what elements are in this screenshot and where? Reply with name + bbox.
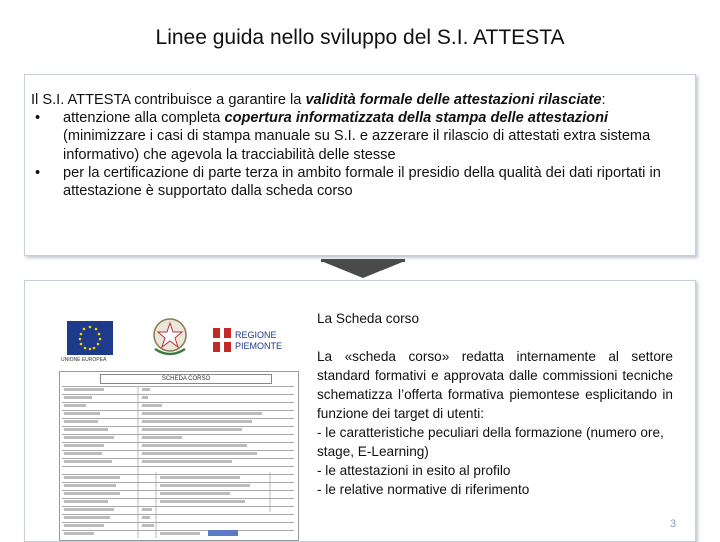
page-number: 3 <box>670 518 677 530</box>
bullet-marker: • <box>35 110 41 127</box>
bullet-item <box>31 109 691 164</box>
bullet-text-pre: per la certificazione di parte terza in ambito formale il presidio della qualità dei dati riportati in attestazione è supportato dalla scheda corso <box>63 164 661 200</box>
slide-title: Linee guida nello sviluppo del S.I. ATTESTA <box>155 26 565 49</box>
scheda-heading: La Scheda corso <box>317 311 420 326</box>
svg-text:PIEMONTE: PIEMONTE <box>235 341 283 351</box>
down-arrow-icon <box>321 261 405 278</box>
intro-emphasis: validità formale delle attestazioni rilasciate <box>305 92 602 108</box>
scheda-table <box>59 371 299 541</box>
intro-paragraph <box>31 91 691 109</box>
list-item: - le attestazioni in esito al profilo <box>317 463 511 478</box>
bullet-marker: • <box>35 164 41 181</box>
scheda-body: La «scheda corso» redatta internamente al settore standard formativi e approvata dalle commissioni tecniche schematizza l’offerta formativa piemontese esplicitando in funzione dei target di utenti: <box>317 349 673 421</box>
eu-flag-icon <box>67 321 113 355</box>
logos-header <box>61 313 301 369</box>
scheda-corso-document-image <box>51 305 305 541</box>
list-item: - le relative normative di riferimento <box>317 482 530 497</box>
eu-caption: UNIONE EUROPEA <box>61 357 107 363</box>
list-item: - le caratteristiche peculiari della formazione (numero ore, stage, E-Learning) <box>317 425 664 459</box>
bullet-text-pre: attenzione alla completa <box>63 110 225 127</box>
italian-emblem-icon <box>149 315 191 359</box>
intro-suffix: : <box>601 92 606 108</box>
table-grid-lines <box>60 372 298 540</box>
bullet-item <box>31 164 691 200</box>
intro-prefix: Il S.I. ATTESTA contribuisce a garantire la <box>31 92 306 108</box>
regione-piemonte-logo-icon <box>211 325 293 355</box>
svg-text:REGIONE: REGIONE <box>235 330 277 340</box>
top-content-box <box>24 74 696 256</box>
scheda-table-title: SCHEDA CORSO <box>100 374 272 384</box>
bullet-text-emphasis: copertura informatizzata della stampa delle attestazioni <box>224 110 609 127</box>
bullet-text-post: (minimizzare i casi di stampa manuale su S.I. e azzerare il rilascio di attestati extra sistema informativo) che agevola la tracciabilità delle stesse <box>63 128 651 163</box>
scheda-description <box>317 309 673 499</box>
bottom-content-box <box>24 280 696 542</box>
